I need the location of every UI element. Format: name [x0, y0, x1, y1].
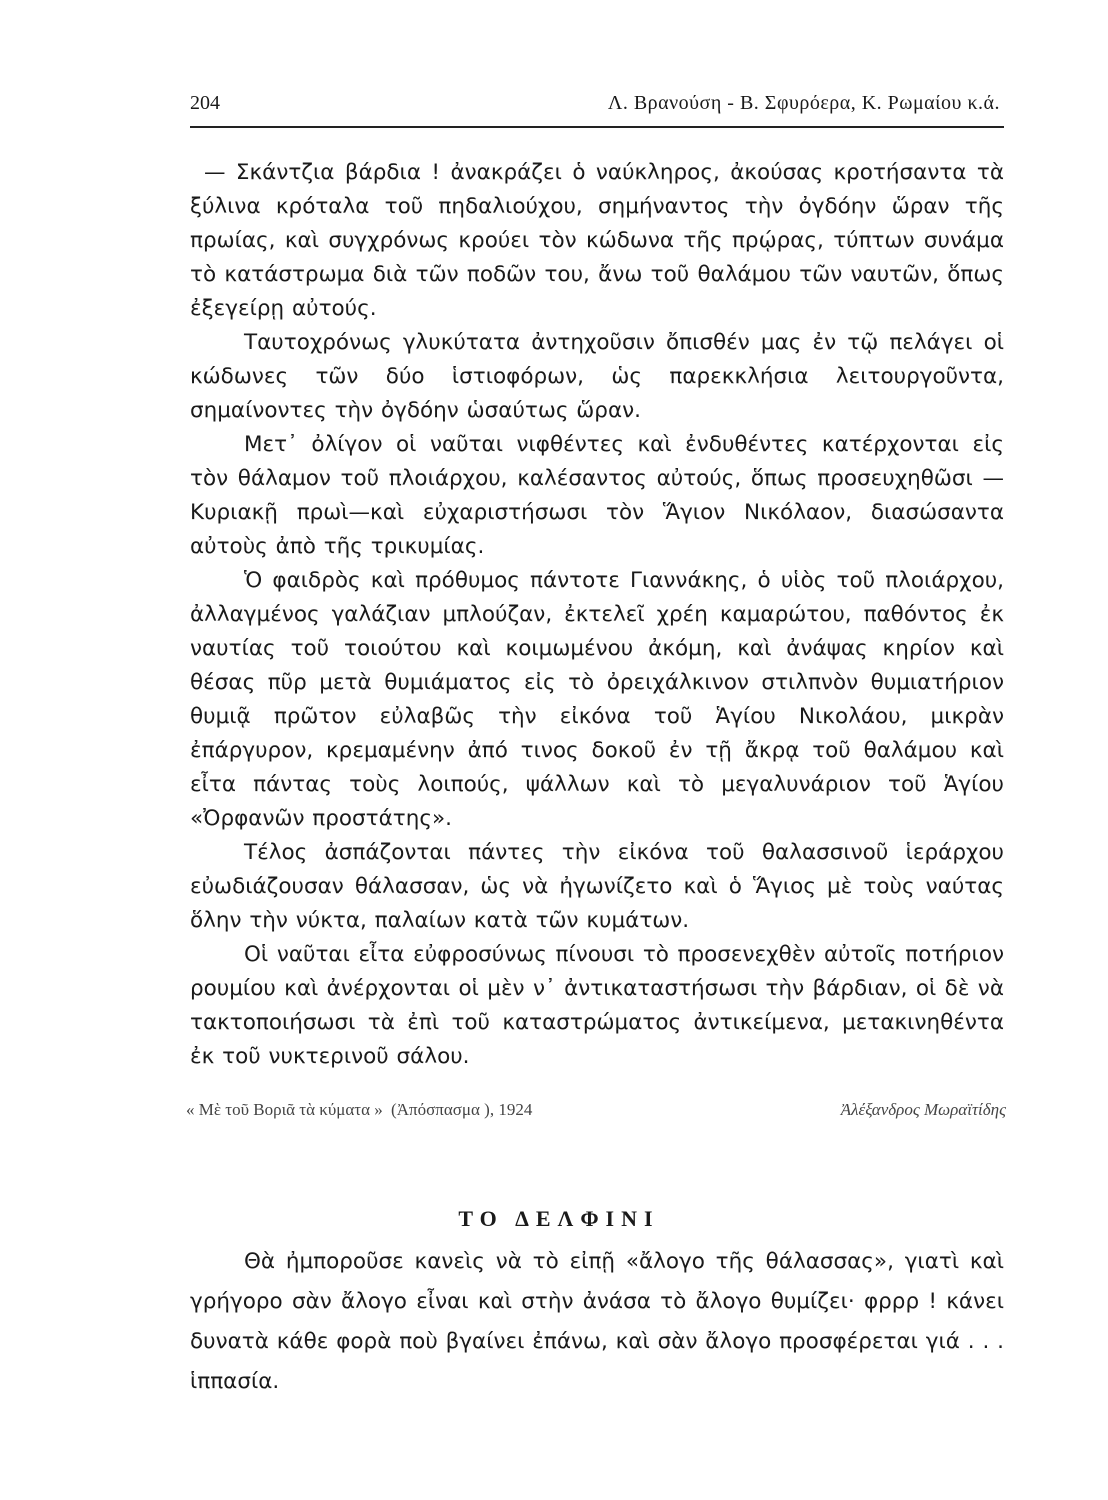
source-citation	[186, 1100, 1006, 1120]
paragraph-5: Τέλος ἀσπάζονται πάντες τὴν εἰκόνα τοῦ θαλασσινοῦ ἱεράρχου εὐωδιάζουσαν θάλασσαν, ὡς νὰ ἠγωνίζετο καὶ ὁ Ἅγιος μὲ τοὺς ναύτας ὅλην τὴν νύκτα, παλαίων κατὰ τῶν κυμάτων.	[190, 840, 1004, 933]
section-title: ΤΟ ΔΕΛΦΙΝΙ	[458, 1206, 660, 1231]
paragraph-4: Ὁ φαιδρὸς καὶ πρόθυμος πάντοτε Γιαννάκης, ὁ υἱὸς τοῦ πλοιάρχου, ἀλλαγμένος γαλάζιαν μπλούζαν, ἐκτελεῖ χρέη καμαρώτου, παθόντος ἐκ ναυτίας τοῦ τοιούτου καὶ κοιμωμένου ἀκόμη, καὶ ἀνάψας κηρίον καὶ θέσας πῦρ μετὰ θυμιάματος εἰς τὸ ὀρειχάλκινον στιλπνὸν θυμιατήριον θυμιᾷ πρῶτον εὐλαβῶς τὴν εἰκόνα τοῦ Ἁγίου Νικολάου, μικρὰν ἐπάργυρον, κρεμαμένην ἀπό τινος δοκοῦ ἐν τῇ ἄκρᾳ τοῦ θαλάμου καὶ εἶτα πάντας τοὺς λοιπούς, ψάλλων καὶ τὸ μεγαλυνάριον τοῦ Ἁγίου «Ὀρφανῶν προστάτης».	[190, 568, 1004, 831]
source-work: « Μὲ τοῦ Βοριᾶ τὰ κύματα »	[186, 1100, 383, 1119]
source-author: Ἀλέξανδρος Μωραϊτίδης	[840, 1100, 1006, 1119]
section-paragraph: Θὰ ἠμποροῦσε κανεὶς νὰ τὸ εἰπῇ «ἄλογο τῆς θάλασσας», γιατὶ καὶ γρήγορο σὰν ἄλογο εἶναι καὶ στὴν ἀνάσα τὸ ἄλογο θυμίζει· φρρρ ! κάνει δυνατὰ κάθε φορὰ ποὺ βγαίνει ἐπάνω, καὶ σὰν ἄλογο προσφέρεται γιά . . . ἱππασία.	[190, 1249, 1004, 1394]
page-number: 204	[190, 92, 220, 114]
paragraph-3: Μετ᾽ ὀλίγον οἱ ναῦται νιφθέντες καὶ ἐνδυθέντες κατέρχονται εἰς τὸν θάλαμον τοῦ πλοιάρχου, καλέσαντος αὐτούς, ὅπως προσευχηθῶσι — Κυριακῇ πρωὶ—καὶ εὐχαριστήσωσι τὸν Ἅγιον Νικόλαον, διασώσαντα αὐτοὺς ἀπὸ τῆς τρικυμίας.	[190, 432, 1004, 559]
excerpt-body	[190, 156, 1004, 1074]
paragraph-2: Ταυτοχρόνως γλυκύτατα ἀντηχοῦσιν ὄπισθέν μας ἐν τῷ πελάγει οἱ κώδωνες τῶν δύο ἱστιοφόρων, ὡς παρεκκλήσια λειτουργοῦντα, σημαίνοντες τὴν ὀγδόην ὡσαύτως ὥραν.	[190, 330, 1004, 423]
section-body	[190, 1242, 1004, 1402]
source-reference	[186, 1100, 536, 1120]
paragraph-1: — Σκάντζια βάρδια ! ἀνακράζει ὁ ναύκληρος, ἀκούσας κροτήσαντα τὰ ξύλινα κρόταλα τοῦ πηδαλιούχου, σημήναντος τὴν ὀγδόην ὥραν τῆς πρωίας, καὶ συγχρόνως κρούει τὸν κώδωνα τῆς πρῴρας, τύπτων συνάμα τὸ κατάστρωμα διὰ τῶν ποδῶν του, ἄνω τοῦ θαλάμου τῶν ναυτῶν, ὅπως ἐξεγείρῃ αὐτούς.	[190, 160, 1004, 321]
running-head: Λ. Βρανούση - Β. Σφυρόερα, Κ. Ρωμαίου κ.ά.	[607, 92, 1000, 114]
page-header	[190, 92, 1004, 128]
source-note: (Ἀπόσπασμα ), 1924	[391, 1100, 533, 1119]
paragraph-6: Οἱ ναῦται εἶτα εὐφροσύνως πίνουσι τὸ προσενεχθὲν αὐτοῖς ποτήριον ρουμίου καὶ ἀνέρχονται οἱ μὲν ν᾽ ἀντικαταστήσωσι τὴν βάρδιαν, οἱ δὲ νὰ τακτοποιήσωσι τὰ ἐπὶ τοῦ καταστρώματος ἀντικείμενα, μετακινηθέντα ἐκ τοῦ νυκτερινοῦ σάλου.	[190, 942, 1004, 1069]
